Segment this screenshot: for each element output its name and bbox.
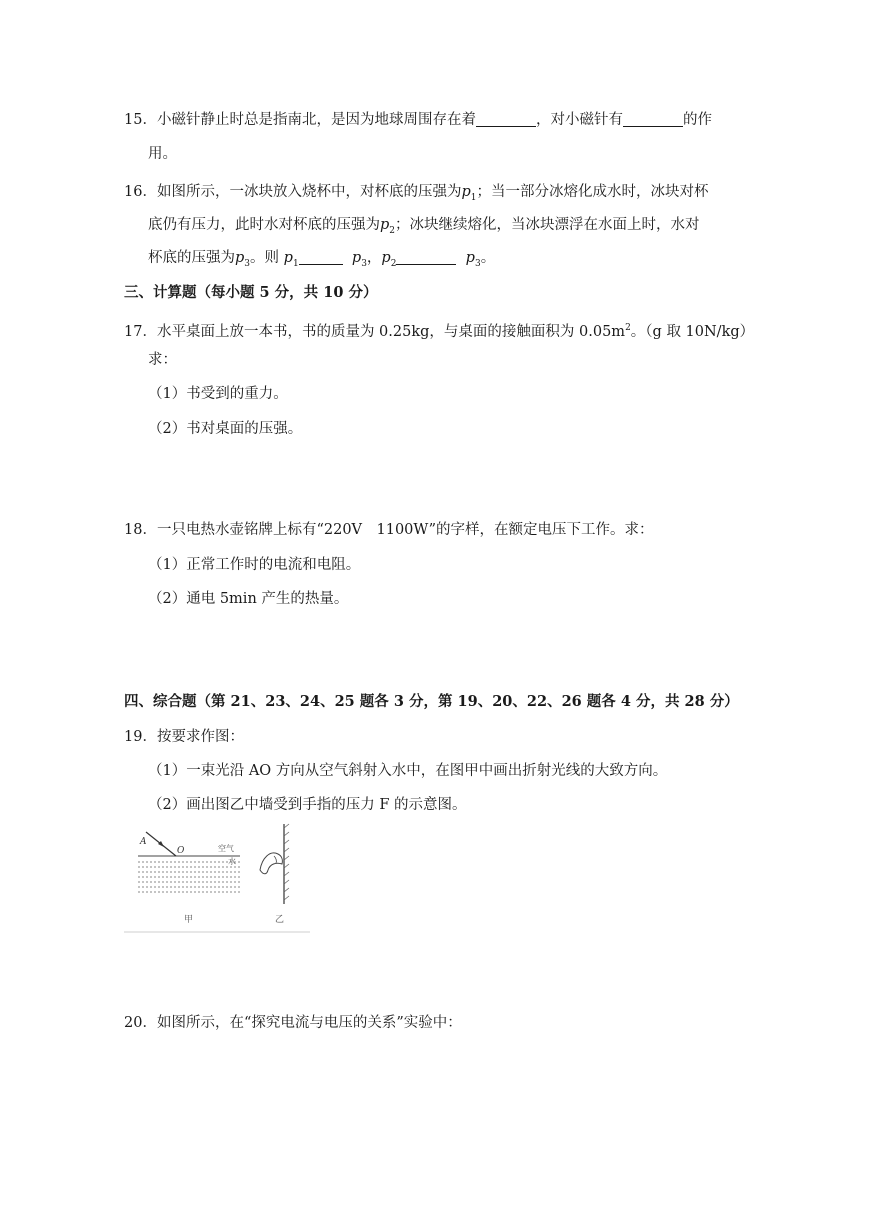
label-a: A [140,837,147,847]
optics-force-figure [124,820,310,936]
q17-line-1: 17．水平桌面上放一本书，书的质量为 0.25kg，与桌面的接触面积为 $0.05m^2$。（g 取 10N/kg） [124,323,755,340]
fingernail-icon [274,856,276,863]
q15-line-1: 15．小磁针静止时总是指南北，是因为地球周围存在着 ，对小磁针有 的作 [124,112,712,128]
pressure-symbol: $p_2$ [381,250,397,269]
answer-blank[interactable] [396,249,456,265]
section-heading: 三、计算题（每小题 5 分，共 10 分） [124,284,378,301]
label-air: 空气 [218,844,234,853]
label-o: O [177,846,185,856]
q18-line-1: 18．一只电热水壶铭牌上标有“220V 1100W”的字样，在额定电压下工作。求： [124,522,654,538]
q17-sub-2: （2）书对桌面的压强。 [148,421,303,437]
q17-line-2: 求： [148,352,177,368]
q16-line-2: 底仍有压力，此时水对杯底的压强为$p_2$；冰块继续熔化，当冰块漂浮在水面上时，水对 [148,217,700,236]
answer-blank[interactable] [623,111,683,127]
pressure-symbol: $p_3$ [465,250,481,269]
q20-line-1: 20．如图所示，在“探究电流与电压的关系”实验中： [124,1015,462,1031]
answer-blank[interactable] [476,111,536,127]
q15-line-2: 用。 [148,146,177,162]
q17-sub-1: （1）书受到的重力。 [148,386,288,402]
q19-sub-2: （2）画出图乙中墙受到手指的压力 F 的示意图。 [148,797,467,813]
pressure-symbol: $p_2$ [380,217,396,236]
q19-line-1: 19．按要求作图： [124,729,244,745]
q16-line-3: 杯底的压强为$p_3$。则 $p_1$ $p_3$，$p_2$ $p_3$。 [148,250,496,269]
q16-line-1: 16．如图所示，一冰块放入烧杯中，对杯底的压强为$p_1$；当一部分冰熔化成水时，冰块对杯 [124,184,709,203]
q18-sub-1: （1）正常工作时的电流和电阻。 [148,557,361,573]
q18-sub-2: （2）通电 5min 产生的热量。 [148,591,349,607]
caption-yi: 乙 [275,915,285,925]
water-region [138,862,240,892]
pressure-symbol: $p_1$ [283,250,299,269]
caption-jia: 甲 [184,915,194,925]
finger-icon [260,853,282,874]
pressure-symbol: $p_3$ [235,250,251,269]
pressure-symbol: $p_3$ [351,250,367,269]
wall-hatching [284,824,289,900]
section-heading: 四、综合题（第 21、23、24、25 题各 3 分，第 19、20、22、26 题各 4 分，共 28 分） [124,693,739,710]
label-water: 水 [228,857,236,866]
answer-blank[interactable] [299,249,343,265]
pressure-symbol: $p_1$ [461,184,477,203]
q19-sub-1: （1）一束光沿 AO 方向从空气斜射入水中，在图甲中画出折射光线的大致方向。 [148,763,668,779]
